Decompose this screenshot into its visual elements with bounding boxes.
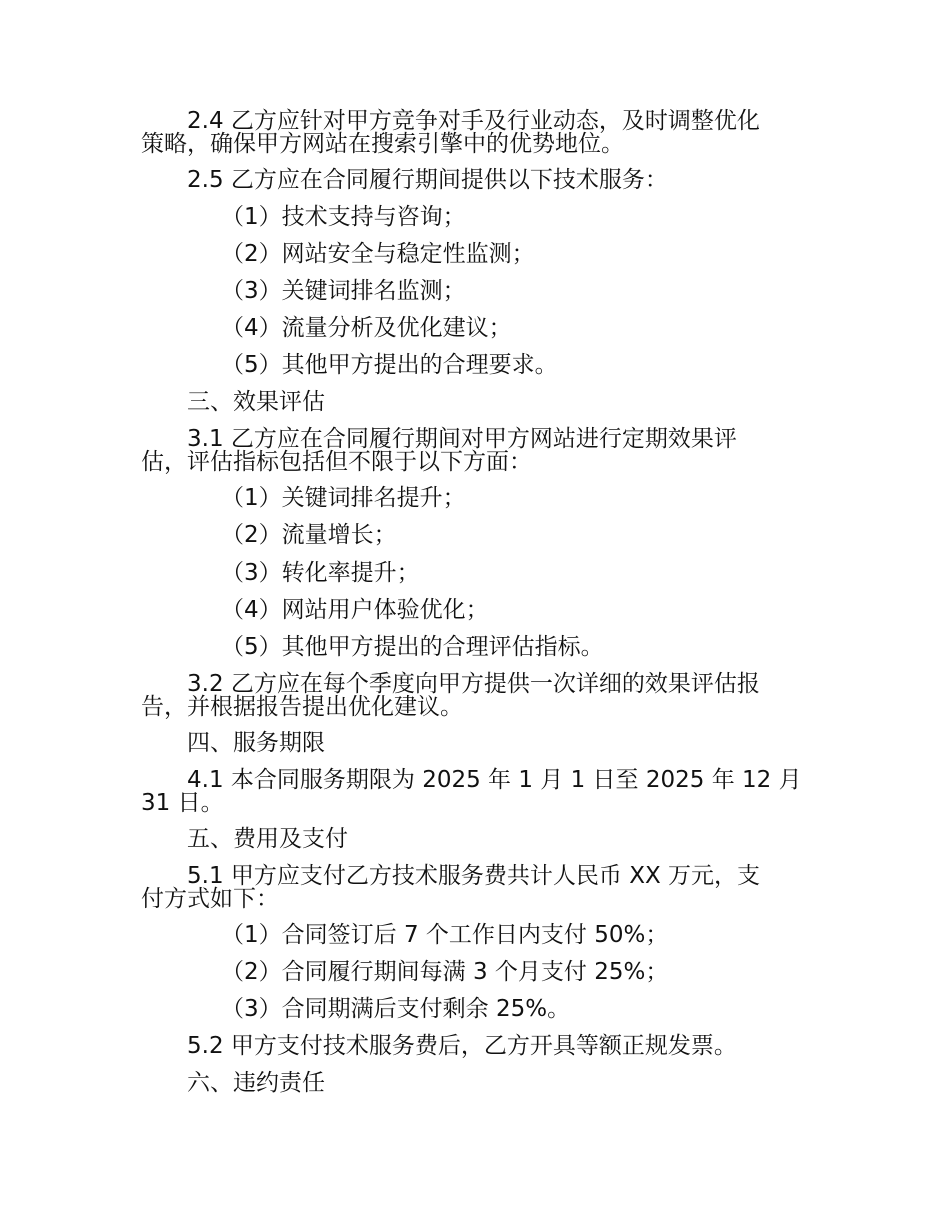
list-item: （3）转化率提升； <box>221 560 420 586</box>
list-item: （2）流量增长； <box>221 522 397 548</box>
list-item: （1）关键词排名提升； <box>221 485 466 511</box>
clause-5-1-line-2: 付方式如下： <box>141 886 279 912</box>
section-heading-6: 六、违约责任 <box>187 1070 325 1096</box>
clause-3-1-line-1: 3.1 乙方应在合同履行期间对甲方网站进行定期效果评 <box>187 426 737 452</box>
list-item: （3）关键词排名监测； <box>221 278 466 304</box>
list-item: （3）合同期满后支付剩余 25%。 <box>221 996 571 1022</box>
list-item: （1）技术支持与咨询； <box>221 204 466 230</box>
clause-3-2-line-1: 3.2 乙方应在每个季度向甲方提供一次详细的效果评估报 <box>187 671 760 697</box>
clause-5-2: 5.2 甲方支付技术服务费后，乙方开具等额正规发票。 <box>187 1033 737 1059</box>
list-item: （4）网站用户体验优化； <box>221 597 489 623</box>
section-heading-5: 五、费用及支付 <box>187 826 348 852</box>
section-heading-3: 三、效果评估 <box>187 389 325 415</box>
list-item: （2）网站安全与稳定性监测； <box>221 241 535 267</box>
list-item: （1）合同签订后 7 个工作日内支付 50%； <box>221 922 669 948</box>
clause-5-1-line-1: 5.1 甲方应支付乙方技术服务费共计人民币 XX 万元，支 <box>187 863 761 889</box>
clause-3-1-line-2: 估，评估指标包括但不限于以下方面： <box>141 449 532 475</box>
section-heading-4: 四、服务期限 <box>187 730 325 756</box>
clause-2-4-line-2: 策略，确保甲方网站在搜索引擎中的优势地位。 <box>141 131 624 157</box>
list-item: （5）其他甲方提出的合理要求。 <box>221 352 558 378</box>
clause-3-2-line-2: 告，并根据报告提出优化建议。 <box>141 694 463 720</box>
list-item: （4）流量分析及优化建议； <box>221 315 512 341</box>
list-item: （5）其他甲方提出的合理评估指标。 <box>221 634 604 660</box>
clause-2-4-line-1: 2.4 乙方应针对甲方竞争对手及行业动态，及时调整优化 <box>187 108 760 134</box>
clause-4-1-line-1: 4.1 本合同服务期限为 2025 年 1 月 1 日至 2025 年 12 月 <box>187 767 802 793</box>
clause-4-1-line-2: 31 日。 <box>141 790 224 816</box>
list-item: （2）合同履行期间每满 3 个月支付 25%； <box>221 959 669 985</box>
clause-2-5: 2.5 乙方应在合同履行期间提供以下技术服务： <box>187 167 668 193</box>
